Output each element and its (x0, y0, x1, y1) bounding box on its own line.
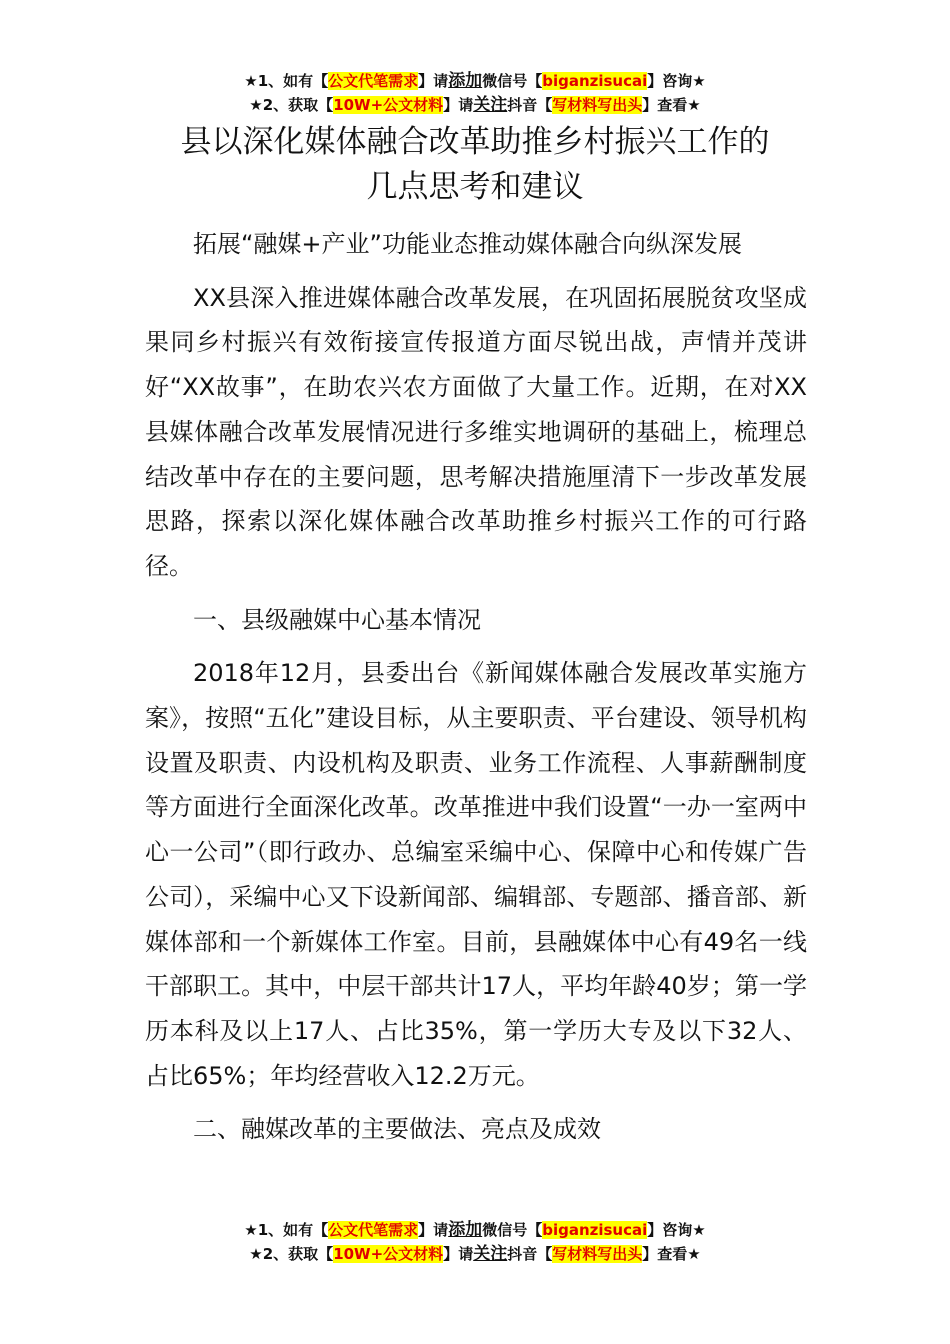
promo-text: 微信号【 (482, 1221, 543, 1239)
promo-text: 】请 (443, 1245, 474, 1263)
promo-line-1 (0, 69, 950, 93)
promo-line-2 (0, 93, 950, 117)
promo-footer (0, 1218, 950, 1266)
promo-wechat-id: biganzisucai (542, 72, 648, 90)
promo-highlight: 公文代笔需求 (328, 1221, 419, 1239)
promo-underline: 关注 (473, 95, 508, 115)
promo-text: 】查看★ (642, 1245, 701, 1263)
promo-highlight: 10W+公文材料 (333, 96, 444, 114)
promo-text: 抖音【 (507, 96, 553, 114)
promo-text: ★1、如有【 (244, 1221, 329, 1239)
promo-douyin-id: 写材料写出头 (552, 96, 643, 114)
promo-text: 】请 (418, 72, 449, 90)
promo-underline: 添加 (448, 71, 483, 91)
promo-text: ★2、获取【 (249, 96, 334, 114)
promo-text: 抖音【 (507, 1245, 553, 1263)
promo-underline: 关注 (473, 1244, 508, 1264)
document-body (145, 222, 807, 1161)
promo-line-1 (0, 1218, 950, 1242)
promo-text: 】请 (418, 1221, 449, 1239)
promo-header (0, 69, 950, 117)
section-heading: 一、县级融媒中心基本情况 (193, 605, 481, 634)
promo-underline: 添加 (448, 1220, 483, 1240)
promo-highlight: 公文代笔需求 (328, 72, 419, 90)
promo-highlight: 10W+公文材料 (333, 1245, 444, 1263)
promo-text: 】咨询★ (647, 72, 706, 90)
document-title (0, 120, 950, 210)
promo-text: 】请 (443, 96, 474, 114)
promo-douyin-id: 写材料写出头 (552, 1245, 643, 1263)
paragraph: XX县深入推进媒体融合改革发展，在巩固拓展脱贫攻坚成果同乡村振兴有效衔接宣传报道方面尽锐出战，声情并茂讲好“XX故事”，在助农兴农方面做了大量工作。近期，在对XX县媒体融合改革发展情况进行多维实地调研的基础上，梳理总结改革中存在的主要问题，思考解决措施厘清下一步改革发展思路，探索以深化媒体融合改革助推乡村振兴工作的可行路径。 (145, 283, 807, 580)
promo-text: ★2、获取【 (249, 1245, 334, 1263)
title-line: 几点思考和建议 (366, 169, 584, 205)
promo-line-2 (0, 1242, 950, 1266)
paragraph: 2018年12月，县委出台《新闻媒体融合发展改革实施方案》，按照“五化”建设目标，从主要职责、平台建设、领导机构设置及职责、内设机构及职责、业务工作流程、人事薪酬制度等方面进行全面深化改革。改革推进中我们设置“一办一室两中心一公司”（即行政办、总编室采编中心、保障中心和传媒广告公司），采编中心又下设新闻部、编辑部、专题部、播音部、新媒体部和一个新媒体工作室。目前，县融媒体中心有49名一线干部职工。其中，中层干部共计17人，平均年龄40岁；第一学历本科及以上17人、占比35%，第一学历大专及以下32人、占比65%；年均经营收入12.2万元。 (145, 659, 807, 1090)
section-heading: 二、融媒改革的主要做法、亮点及成效 (193, 1115, 601, 1144)
promo-text: 】咨询★ (647, 1221, 706, 1239)
promo-wechat-id: biganzisucai (542, 1221, 648, 1239)
promo-text: 微信号【 (482, 72, 543, 90)
title-line: 县以深化媒体融合改革助推乡村振兴工作的 (180, 124, 770, 160)
promo-text: 】查看★ (642, 96, 701, 114)
promo-text: ★1、如有【 (244, 72, 329, 90)
subheading: 拓展“融媒+产业”功能业态推动媒体融合向纵深发展 (193, 230, 742, 258)
